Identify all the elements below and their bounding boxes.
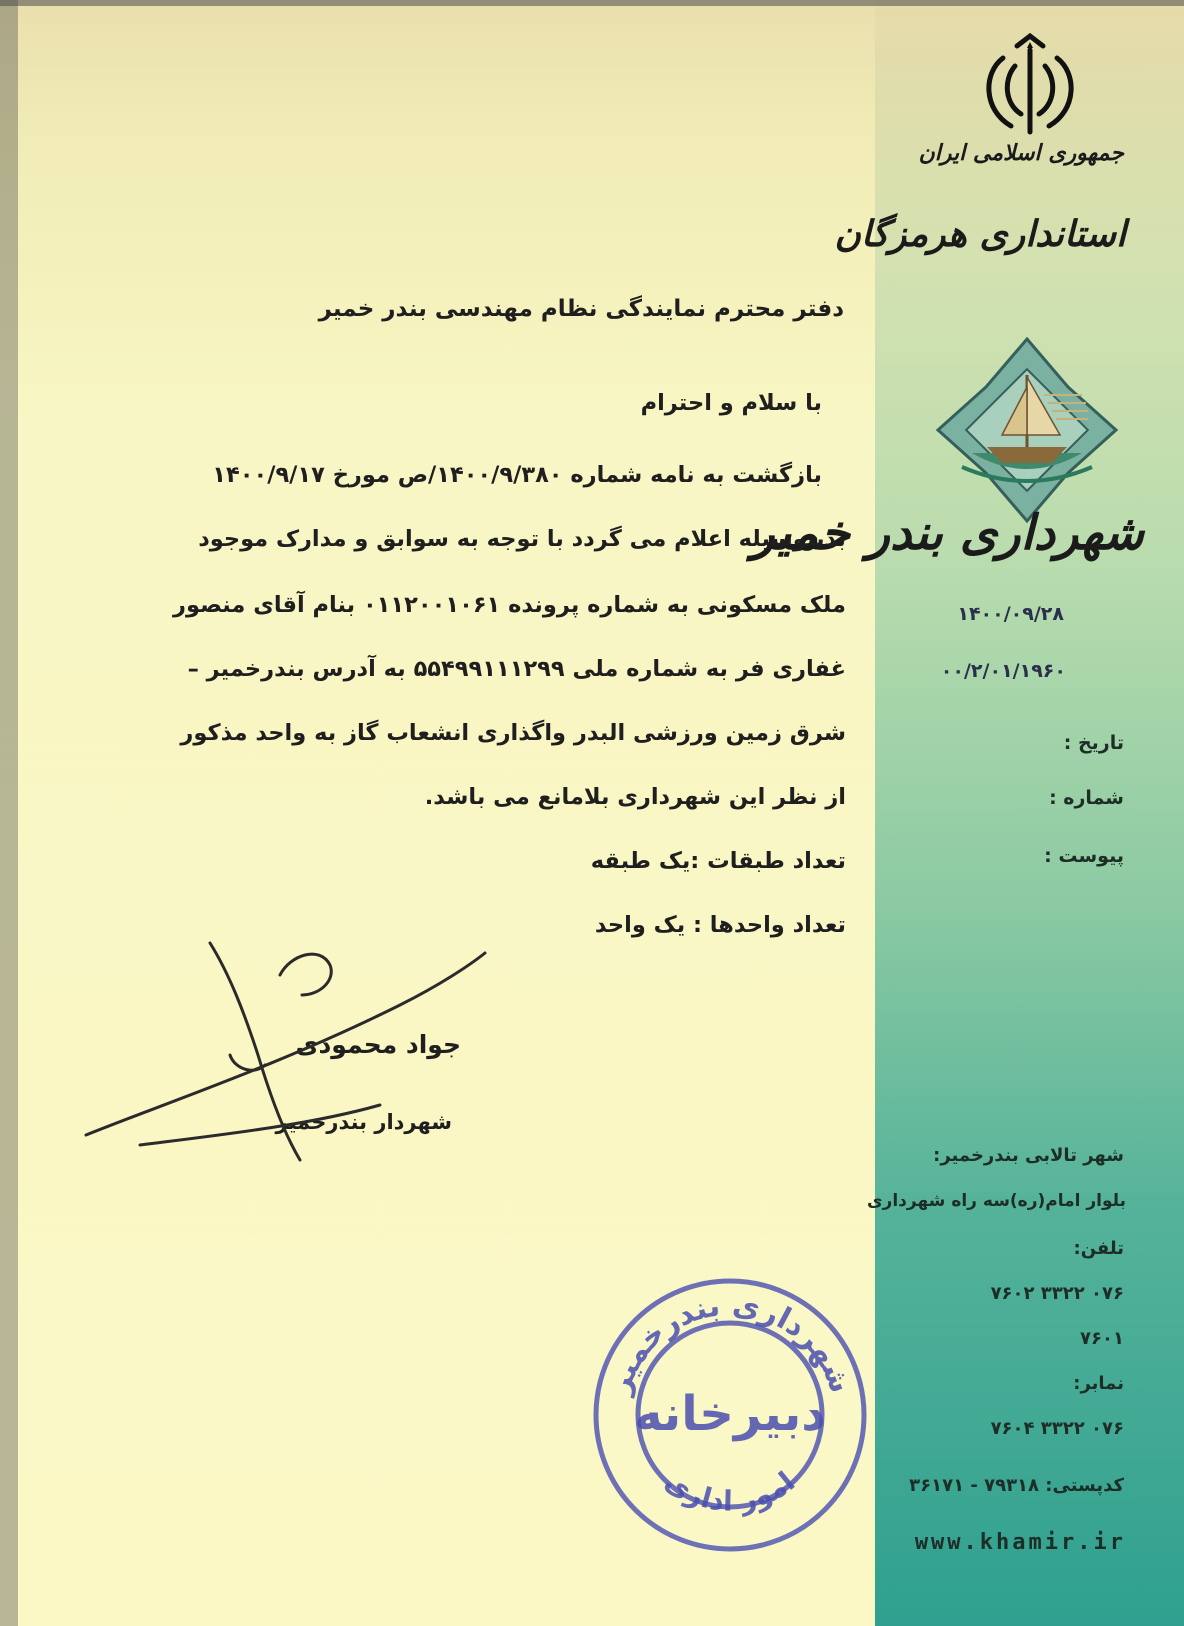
body-line-3: ملک مسکونی به شماره پرونده ۰۱۱۲۰۰۱۰۶۱ بنام آقای منصور: [173, 592, 846, 618]
office-stamp: [585, 1270, 875, 1560]
phone-label: تلفن:: [1073, 1238, 1124, 1259]
recipient-line: دفتر محترم نمایندگی نظام مهندسی بندر خمیر: [318, 296, 844, 322]
address-line-2: بلوار امام(ره)سه راه شهرداری: [866, 1191, 1126, 1211]
stamp-bottom-text: امور اداری: [658, 1464, 802, 1518]
units-line: تعداد واحدها : یک واحد: [594, 912, 846, 938]
iran-emblem-icon: [965, 28, 1095, 146]
postal-code: کدپستی: ۷۹۳۱۸ - ۳۶۱۷۱: [909, 1475, 1124, 1496]
fax-number: ۰۷۶ ۳۳۲۲ ۷۶۰۴: [990, 1418, 1124, 1439]
phone-number-2: ۷۶۰۱: [1080, 1328, 1124, 1349]
stamp-center-text: دبیرخانه: [634, 1386, 826, 1442]
website-link[interactable]: www.khamir.ir: [914, 1530, 1126, 1555]
svg-text:امور اداری: [659, 1464, 801, 1517]
province-office-title: استانداری هرمزگان: [834, 213, 1126, 255]
number-label: شماره :: [1049, 787, 1124, 809]
greeting-line: با سلام و احترام: [640, 390, 822, 416]
body-line-6: از نظر این شهرداری بلامانع می باشد.: [424, 784, 846, 810]
handwritten-signature: [80, 935, 500, 1165]
body-line-5: شرق زمین ورزشی البدر واگذاری انشعاب گاز به واحد مذکور: [180, 720, 846, 746]
floors-line: تعداد طبقات :یک طبقه: [590, 848, 846, 874]
stamp-ring-text: شهرداری بندرخمیر: [601, 1287, 859, 1398]
date-label: تاریخ :: [1063, 732, 1124, 754]
body-line-1: بازگشت به نامه شماره ۱۴۰۰/۹/۳۸۰/ص مورخ ۱۴۰۰/۹/۱۷: [212, 462, 822, 488]
body-line-2: بدینوسیله اعلام می گردد با توجه به سوابق و مدارک موجود: [198, 526, 846, 552]
address-line-1: شهر تالابی بندرخمیر:: [933, 1145, 1124, 1166]
signatory-name: جواد محمودی: [295, 1030, 461, 1059]
municipality-brand-title: شهرداری بندر خمیر: [751, 505, 1144, 561]
phone-number-1: ۰۷۶ ۳۳۲۲ ۷۶۰۲: [990, 1283, 1124, 1304]
number-value: ۰۰/۲/۰۱/۱۹۶۰: [940, 660, 1066, 682]
municipality-logo-icon: [932, 335, 1122, 525]
country-title: جمهوری اسلامی ایران: [918, 140, 1124, 166]
svg-text:شهرداری بندرخمیر: [601, 1287, 858, 1399]
fax-label: نمابر:: [1073, 1373, 1124, 1394]
attachment-label: پیوست :: [1044, 845, 1124, 867]
date-value: ۱۴۰۰/۰۹/۲۸: [957, 603, 1064, 625]
signatory-title: شهردار بندرخمیر: [275, 1110, 452, 1134]
body-line-4: غفاری فر به شماره ملی ۵۵۴۹۹۱۱۱۲۹۹ به آدرس بندرخمیر –: [187, 656, 846, 682]
